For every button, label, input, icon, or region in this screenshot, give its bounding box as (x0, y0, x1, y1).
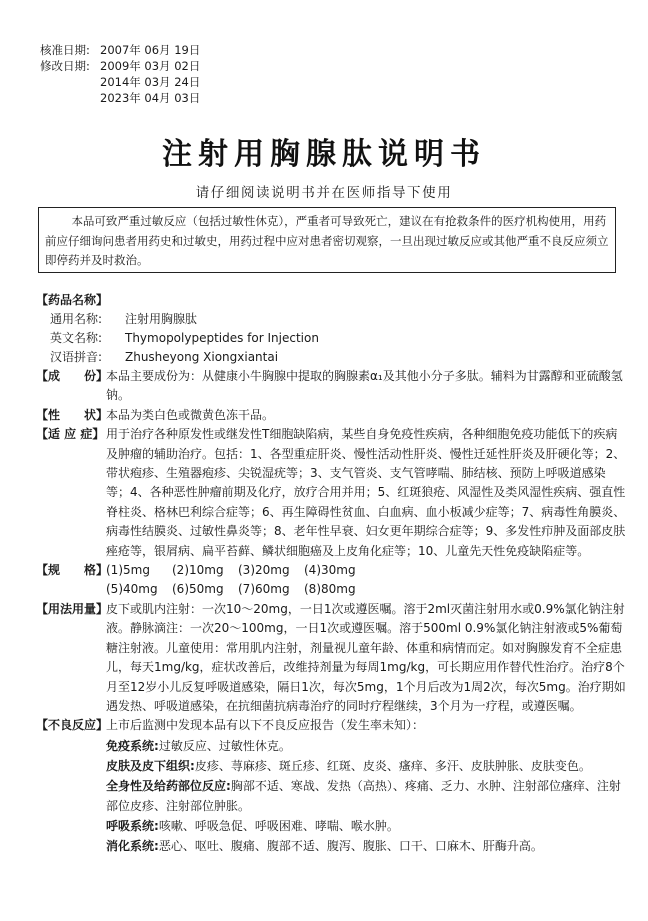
adverse-section (36, 716, 626, 735)
specification-item: (4)30mg (304, 563, 356, 578)
dosage-section (36, 600, 626, 716)
revision-date-value: 2014年 03月 24日 (100, 75, 201, 89)
adverse-list (36, 736, 626, 856)
composition-label: 【成 份】 (36, 369, 109, 383)
composition-text: 本品主要成份为：从健康小牛胸腺中提取的胸腺素α₁及其他小分子多肽。辅料为甘露醇和亚硫酸氢钠。 (106, 369, 623, 403)
revision-date-row (40, 90, 200, 106)
adverse-item-title: 全身性及给药部位反应: (106, 778, 231, 793)
generic-name-value: 注射用胸腺肽 (125, 312, 198, 326)
approval-date-row (40, 42, 200, 58)
specification-item: (8)80mg (304, 582, 356, 597)
drug-name-heading: 【药品名称】 (36, 293, 109, 307)
adverse-item-text: 胸部不适、寒战、发热（高热）、疼痛、乏力、水肿、注射部位瘙痒、注射部位皮疹、注射部位肿胀。 (106, 778, 621, 813)
specification-row (106, 561, 626, 580)
specification-item: (1)5mg (106, 563, 150, 578)
approval-date-label: 核准日期: (40, 43, 90, 57)
revision-date-label: 修改日期: (40, 59, 90, 73)
specification-item: (6)50mg (172, 582, 224, 597)
character-text: 本品为类白色或微黄色冻干品。 (106, 407, 275, 422)
pinyin-name-label: 汉语拼音: (50, 350, 103, 364)
dosage-label: 【用法用量】 (36, 601, 109, 616)
character-label: 【性 状】 (36, 407, 109, 422)
generic-name-row (36, 310, 626, 329)
specification-list (106, 561, 626, 600)
adverse-item (106, 836, 626, 856)
adverse-item-text: 咳嗽、呼吸急促、呼吸困难、哮喘、喉水肿。 (158, 818, 399, 833)
adverse-item-title: 消化系统: (106, 838, 159, 853)
dosage-text: 皮下或肌内注射：一次10～20mg，一日1次或遵医嘱。溶于2ml灭菌注射用水或0.9%氯化钠注射液。静脉滴注：一次20～100mg，一日1次或遵医嘱。溶于500ml 0.9%氯化钠注射液或5%葡萄糖注射液。儿童使用：常用肌内注射，剂量视儿童年龄、体重和病情而定。如对胸腺发育不全症患儿，每天1mg/kg，症状改善后，改维持剂量为每周1mg/kg，可长期应用作替代性治疗。治疗8个月至12岁小儿反复呼吸道感染，隔日1次，每次5mg，1个月后改为1周2次，每次5mg。治疗期如遇发热、呼吸道感染，在抗细菌抗病毒治疗的同时疗程继续，3个月为一疗程，或遵医嘱。 (106, 601, 626, 713)
english-name-label: 英文名称: (50, 331, 103, 345)
pinyin-name-value: Zhusheyong Xiongxiantai (125, 350, 279, 364)
adverse-item-title: 皮肤及皮下组织: (106, 758, 195, 773)
leaflet-body (36, 291, 626, 856)
specification-row (106, 580, 626, 599)
adverse-intro: 上市后监测中发现本品有以下不良反应报告（发生率未知）： (106, 718, 425, 733)
composition-section (36, 367, 626, 406)
document-subtitle: 请仔细阅读说明书并在医师指导下使用 (195, 185, 453, 201)
adverse-item-text: 过敏反应、过敏性休克。 (158, 738, 291, 753)
adverse-label: 【不良反应】 (36, 718, 109, 733)
character-section (36, 406, 626, 425)
date-block (40, 42, 200, 106)
adverse-item-text: 皮疹、荨麻疹、斑丘疹、红斑、皮炎、瘙痒、多汗、皮肤肿胀、皮肤变色。 (194, 758, 591, 773)
revision-date-value: 2009年 03月 02日 (100, 59, 201, 73)
revision-date-value: 2023年 04月 03日 (100, 91, 201, 105)
indications-text: 用于治疗各种原发性或继发性T细胞缺陷病，某些自身免疫性疾病，各种细胞免疫功能低下的疾病及肿瘤的辅助治疗。包括：1、各型重症肝炎、慢性活动性肝炎、慢性迁延性肝炎及肝硬化等；2、带状疱疹、生殖器疱疹、尖锐湿疣等；3、支气管炎、支气管哮喘、肺结核、预防上呼吸道感染等；4、各种恶性肿瘤前期及化疗，放疗合用并用；5、红斑狼疮、风湿性及类风湿性疾病、强直性脊柱炎、格林巴利综合症等；6、再生障碍性贫血、白血病、血小板减少症等；7、病毒性角膜炎、病毒性结膜炎、过敏性鼻炎等；8、老年性早衰、妇女更年期综合症等；9、多发性疖肿及面部皮肤痤疮等，银屑病、扁平苔藓、鳞状细胞癌及上皮角化症等；10、儿童先天性免疫缺陷症等。 (106, 427, 626, 558)
indications-label: 【适 应 症】 (36, 427, 105, 442)
indications-section (36, 425, 626, 561)
specification-label: 【规 格】 (36, 563, 109, 578)
pinyin-name-row (36, 348, 626, 367)
warning-box: 本品可致严重过敏反应（包括过敏性休克），严重者可导致死亡，建议在有抢救条件的医疗机构使用，用药前应仔细询问患者用药史和过敏史，用药过程中应对患者密切观察，一旦出现过敏反应或其他严重不良反应须立即停药并及时救治。 (38, 207, 616, 273)
english-name-value: Thymopolypeptides for Injection (125, 331, 319, 345)
generic-name-label: 通用名称: (50, 312, 103, 326)
specification-item: (7)60mg (238, 582, 290, 597)
revision-date-row (40, 74, 200, 90)
adverse-item-title: 免疫系统: (106, 738, 159, 753)
adverse-item-title: 呼吸系统: (106, 818, 159, 833)
adverse-item (106, 756, 626, 776)
adverse-item-text: 恶心、呕吐、腹痛、腹部不适、腹泻、腹胀、口干、口麻木、肝酶升高。 (158, 838, 543, 853)
specification-item: (5)40mg (106, 582, 158, 597)
approval-date-value: 2007年 06月 19日 (100, 43, 201, 57)
document-title: 注射用胸腺肽说明书 (162, 137, 486, 172)
specification-section (36, 561, 626, 600)
specification-item: (2)10mg (172, 563, 224, 578)
adverse-item (106, 816, 626, 836)
specification-item: (3)20mg (238, 563, 290, 578)
revision-date-row (40, 58, 200, 74)
adverse-item (106, 736, 626, 756)
adverse-item (106, 776, 626, 816)
english-name-row (36, 329, 626, 348)
